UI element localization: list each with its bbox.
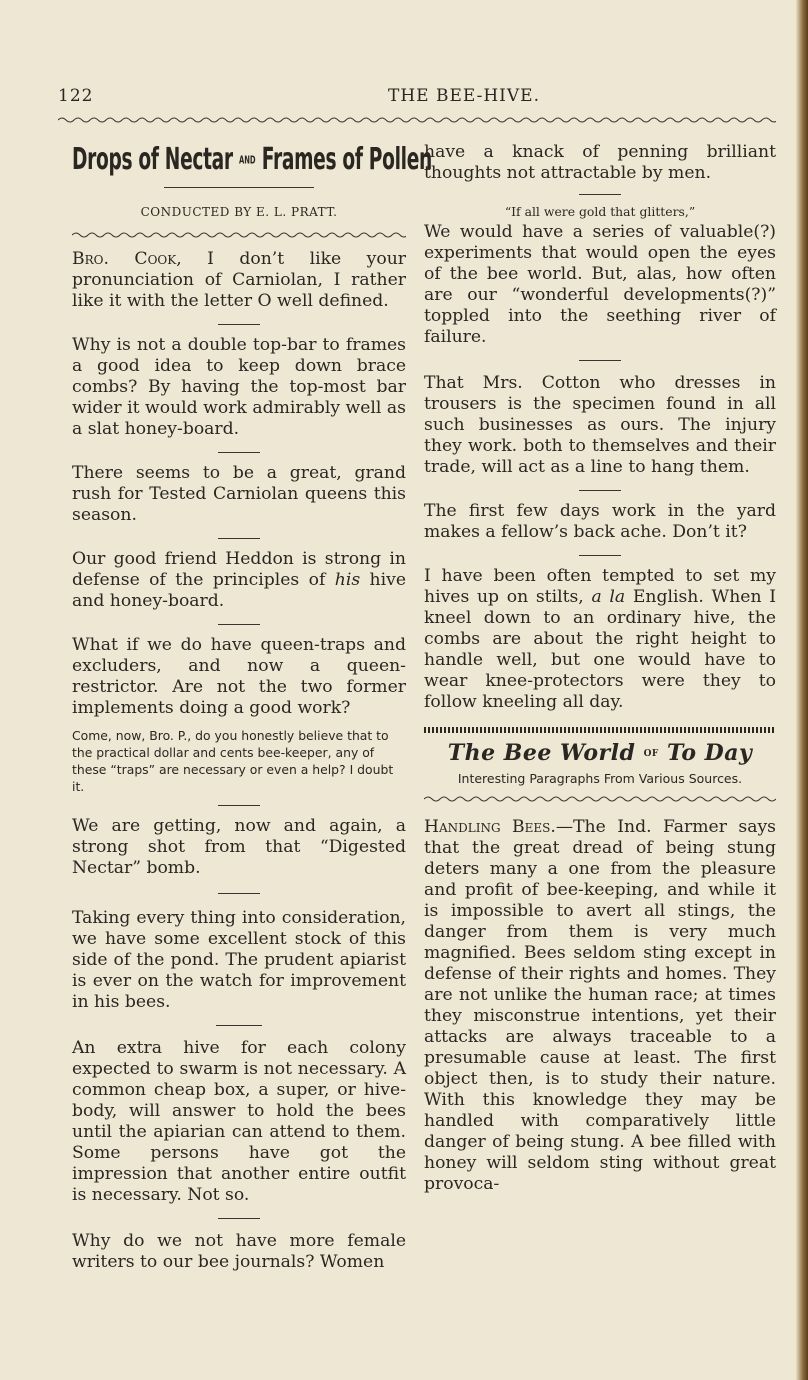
section-subtitle: Interesting Paragraphs From Various Sources. — [457, 771, 743, 786]
separator — [218, 538, 260, 539]
separator — [579, 194, 621, 195]
book-spine — [796, 0, 808, 1380]
section-title — [424, 739, 776, 768]
right-column — [424, 142, 776, 1195]
title-part-a: The Bee World — [447, 740, 636, 766]
small-caps-lead: Handling Bees. — [424, 817, 556, 837]
title-part-b: To Day — [666, 740, 753, 766]
paragraph-text: hive and honey-board. — [72, 569, 406, 611]
title-part-a: Drops of Nectar — [72, 142, 233, 177]
paragraph: An extra hive for each colony expected to swarm is not necessary. A common cheap box, a super, or hive-body, will answer to hold the bees until the apiarian can attend to them. Some persons have got the impression that another entire outfit is necessary. Not so. — [72, 1037, 406, 1205]
header-wavy-rule — [58, 116, 776, 124]
separator — [218, 324, 260, 325]
title-part-b: Frames of Pollen — [261, 142, 432, 177]
separator — [218, 452, 260, 453]
journal-title: THE BEE-HIVE. — [388, 86, 540, 106]
decorative-border — [424, 727, 776, 733]
wavy-rule — [72, 231, 406, 239]
paragraph: There seems to be a great, grand rush for Tested Carniolan queens this season. — [72, 462, 406, 525]
emphasis: a la — [591, 587, 626, 607]
separator — [218, 624, 260, 625]
paragraph: Taking every thing into consideration, we have some excellent stock of this side of the pond. The prudent apiarist is ever on the watch for improvement in his bees. — [72, 907, 406, 1012]
separator — [218, 893, 260, 894]
paragraph — [424, 566, 776, 713]
title-and: AND — [238, 153, 256, 167]
paragraph-text: I have been often tempted to set my hives up on stilts, — [424, 566, 776, 607]
left-column — [72, 140, 432, 1273]
separator — [218, 805, 260, 806]
conducted-by: CONDUCTED BY E. L. PRATT. — [140, 204, 338, 219]
paragraph: We are getting, now and again, a strong shot from that “Digested Nectar” bomb. — [72, 815, 406, 878]
paragraph: That Mrs. Cotton who dresses in trousers is the specimen found in all such businesses as ours. The injury they work. both to themselves and their trade, will act as a line to hang them. — [424, 373, 776, 477]
paragraph: Why do we not have more female writers to our bee journals? Women — [72, 1230, 406, 1272]
paragraph-text: —The Ind. Farmer says that the great dread of being stung deters many a one from the pleasure and profit of bee-keeping, and while it is impossible to avert all stings, the danger from them is very much magnified. Bees seldom sting except in defense of their rights and homes. They are not unlike the human race; at times they misconstrue intentions, yet their attacks are always traceable to a presumable cause at least. The first object then, is to study their nature. With this knowledge they may be handled with comparatively little danger of being stung. A bee filled with honey will seldom sting without great provoca- — [424, 817, 776, 1194]
paragraph: The first few days work in the yard makes a fellow’s back ache. Don’t it? — [424, 501, 776, 542]
separator — [216, 1025, 262, 1026]
paragraph — [72, 249, 406, 312]
title-of: OF — [643, 749, 659, 759]
rule — [164, 187, 314, 188]
section-title — [72, 140, 432, 181]
paragraph: Why is not a double top-bar to frames a good idea to keep down brace combs? By having the top-most bar wider it would work admirably well as a slat honey-board. — [72, 334, 406, 439]
paragraph: We would have a series of valuable(?) experiments that would open the eyes of the bee world. But, alas, how often are our “wonderful developments(?)” toppled into the seething river of failure. — [424, 222, 776, 347]
emphasis: his — [334, 569, 361, 590]
running-header — [58, 86, 774, 108]
paragraph-text: English. When I kneel down to an ordinary hive, the combs are about the right height to handle well, but one would have to wear knee-protectors were they to follow kneeling all day. — [424, 587, 776, 712]
paragraph — [424, 817, 776, 1195]
paragraph — [72, 549, 406, 612]
paragraph: have a knack of penning brilliant thoughts not attractable by men. — [424, 142, 776, 183]
separator — [218, 1218, 260, 1219]
small-caps-lead: Bro. Cook, — [72, 248, 182, 269]
page-number: 122 — [58, 86, 94, 106]
paragraph: What if we do have queen-traps and excluders, and now a queen-restrictor. Are not the two former implements doing a good work? — [72, 634, 406, 718]
quote-line: “If all were gold that glitters,” — [504, 204, 696, 219]
separator — [579, 555, 621, 556]
wavy-rule — [424, 795, 776, 803]
separator — [579, 490, 621, 491]
separator — [579, 360, 621, 361]
paragraph-text: Our good friend Heddon is strong in defense of the principles of — [72, 548, 406, 590]
editor-note: Come, now, Bro. P., do you honestly believe that to the practical dollar and cents bee-keeper, any of these “traps” are necessary or even a help? I doubt it. — [72, 727, 394, 794]
paragraph-text: I don’t like your pronunciation of Carniolan, I rather like it with the letter O well defined. — [72, 248, 407, 311]
